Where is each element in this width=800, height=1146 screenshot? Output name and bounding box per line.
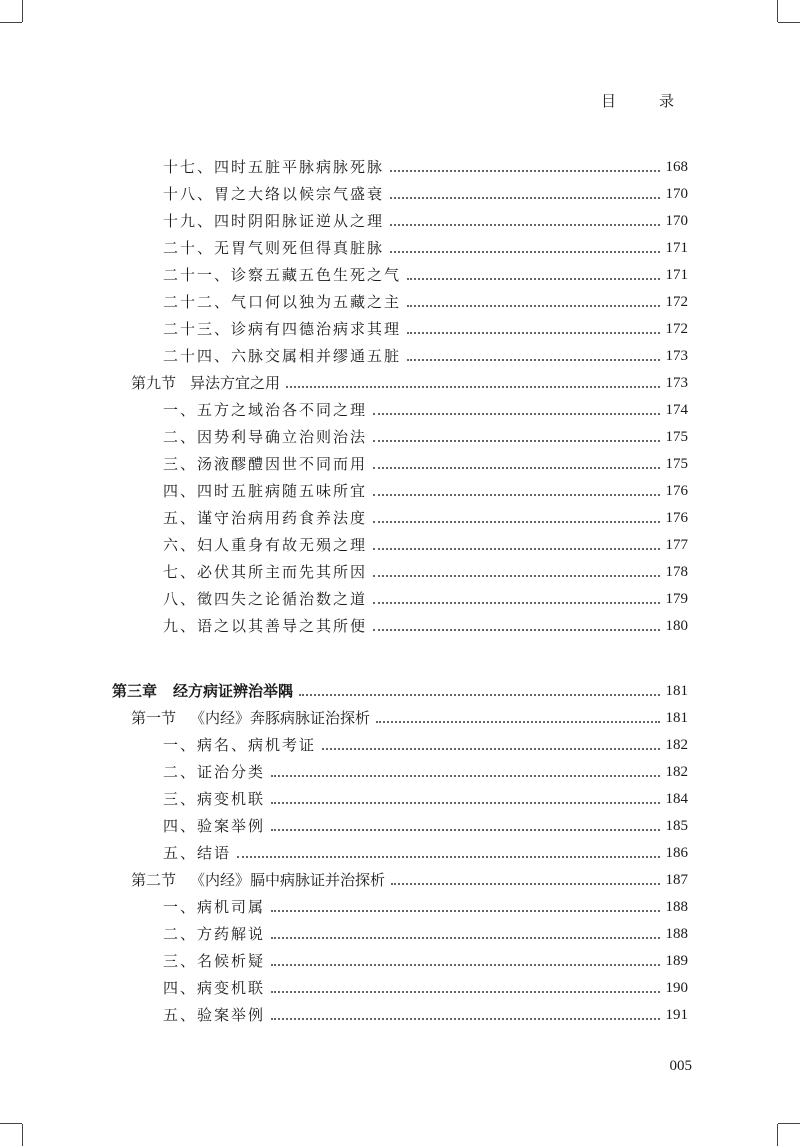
- toc-entry-text: 二十、无胃气则死但得真脏脉: [163, 239, 385, 257]
- toc-entry-item[interactable]: [163, 231, 688, 258]
- toc-entry-page: 172: [665, 294, 688, 310]
- toc-entry-page: 170: [665, 213, 688, 229]
- toc-entry-text: 二、方药解说: [163, 925, 266, 943]
- dot-leader: [390, 197, 659, 199]
- dot-leader: [391, 883, 659, 885]
- toc-entry-title: [163, 789, 265, 809]
- toc-entry-text: 一、病机司属: [163, 898, 266, 916]
- toc-entry-item[interactable]: [163, 420, 688, 447]
- dot-leader: [271, 1018, 659, 1020]
- toc-entry-title: [163, 508, 367, 528]
- dot-leader: [373, 413, 659, 415]
- toc-entry-title: [163, 589, 367, 609]
- dot-leader: [376, 721, 659, 723]
- toc-entry-text: 六、妇人重身有故无殒之理: [163, 536, 368, 554]
- toc-entry-item[interactable]: [163, 447, 688, 474]
- toc-entry-text: 二十三、诊病有四德治病求其理: [163, 320, 402, 338]
- dot-leader: [271, 802, 659, 804]
- toc-entry-item[interactable]: [163, 582, 688, 609]
- toc-entry-title: [163, 319, 401, 339]
- toc-entry-title: [163, 184, 384, 204]
- toc-entry-page: 189: [665, 953, 688, 969]
- toc-entry-item[interactable]: [163, 501, 688, 528]
- dot-leader: [390, 251, 659, 253]
- dot-leader: [373, 629, 659, 631]
- crop-mark-top-left: [22, 0, 23, 22]
- toc-entry-section[interactable]: [131, 366, 688, 393]
- toc-entry-text: 四、验案举例: [163, 817, 266, 835]
- toc-entry-title: [163, 843, 231, 863]
- toc-entry-text: 四、病变机联: [163, 979, 266, 997]
- toc-entry-page: 173: [665, 348, 688, 364]
- toc-entry-page: 171: [665, 267, 688, 283]
- toc-entry-item[interactable]: [163, 836, 688, 863]
- toc-entry-text: 二、因势利导确立治则治法: [163, 428, 368, 446]
- toc-entry-title: [163, 978, 265, 998]
- toc-entry-title: [163, 951, 265, 971]
- toc-entry-page: 176: [665, 510, 688, 526]
- toc-entry-page: 175: [665, 456, 688, 472]
- toc-entry-page: 171: [665, 240, 688, 256]
- toc-entry-page: 187: [665, 872, 688, 888]
- toc-entry-item[interactable]: [163, 728, 688, 755]
- dot-leader: [271, 775, 659, 777]
- dot-leader: [373, 602, 659, 604]
- toc-entry-page: 177: [665, 537, 688, 553]
- dot-leader: [390, 224, 659, 226]
- toc-entry-title: [163, 1005, 265, 1025]
- toc-entry-title: [163, 292, 401, 312]
- toc-entry-title: [163, 454, 367, 474]
- dot-leader: [390, 170, 659, 172]
- dot-leader: [286, 386, 659, 388]
- toc-entry-section[interactable]: [131, 701, 688, 728]
- toc-entry-title: [163, 211, 384, 231]
- toc-entry-item[interactable]: [163, 890, 688, 917]
- toc-entry-item[interactable]: [163, 285, 688, 312]
- toc-entry-text: 十八、胃之大络以候宗气盛衰: [163, 185, 385, 203]
- dot-leader: [407, 359, 659, 361]
- toc-entry-page: 179: [665, 591, 688, 607]
- toc-entry-page: 181: [665, 683, 688, 699]
- toc-entry-title: [163, 762, 265, 782]
- toc-entry-page: 182: [665, 737, 688, 753]
- dot-leader: [373, 467, 659, 469]
- dot-leader: [373, 494, 659, 496]
- toc-entry-title: [163, 400, 367, 420]
- toc-entry-text: 二十二、气口何以独为五藏之主: [163, 293, 402, 311]
- toc-entry-item[interactable]: [163, 339, 688, 366]
- toc-entry-text: 二十四、六脉交属相并缪通五脏: [163, 347, 402, 365]
- toc-entry-text: 五、结语: [163, 844, 232, 862]
- toc-entry-title: [163, 265, 401, 285]
- toc-entry-page: 188: [665, 899, 688, 915]
- toc-entry-page: 191: [665, 1007, 688, 1023]
- toc-entry-item[interactable]: [163, 258, 688, 285]
- toc-entry-text: 三、汤液醪醴因世不同而用: [163, 455, 368, 473]
- toc-entry-text: 一、五方之域治各不同之理: [163, 401, 368, 419]
- toc-entry-item[interactable]: [163, 755, 688, 782]
- toc-entry-item[interactable]: [163, 177, 688, 204]
- toc-entry-text: 三、病变机联: [163, 790, 266, 808]
- crop-mark-top-right-h: [778, 22, 800, 23]
- toc-entry-text: 三、名候析疑: [163, 952, 266, 970]
- toc-entry-item[interactable]: [163, 528, 688, 555]
- toc-entry-title: [112, 681, 293, 701]
- toc-entry-text: 《内经》奔豚病脉证治探析: [190, 709, 371, 727]
- toc-entry-page: 180: [665, 618, 688, 634]
- crop-mark-bottom-left-h: [0, 1123, 22, 1124]
- toc-entry-title: [163, 346, 401, 366]
- toc-entry-label: 第二节: [131, 871, 177, 889]
- dot-leader: [271, 829, 659, 831]
- toc-entry-text: 异法方宜之用: [190, 374, 281, 392]
- toc-entry-page: 186: [665, 845, 688, 861]
- toc-entry-title: [163, 238, 384, 258]
- toc-entry-text: 二十一、诊察五藏五色生死之气: [163, 266, 402, 284]
- toc-entry-text: 五、谨守治病用药食养法度: [163, 509, 368, 527]
- dot-leader: [373, 548, 659, 550]
- page-number: 005: [669, 1058, 692, 1074]
- toc-entry-page: 190: [665, 980, 688, 996]
- toc-entry-title: [163, 816, 265, 836]
- crop-mark-bottom-right: [777, 1124, 778, 1146]
- dot-leader: [237, 856, 659, 858]
- toc-entry-page: 173: [665, 375, 688, 391]
- toc-entry-item[interactable]: [163, 474, 688, 501]
- toc-entry-item[interactable]: [163, 998, 688, 1025]
- dot-leader: [373, 575, 659, 577]
- dot-leader: [407, 278, 659, 280]
- toc-entry-title: [163, 157, 384, 177]
- toc-entry-page: 181: [665, 710, 688, 726]
- toc-entry-chapter[interactable]: [112, 674, 688, 701]
- toc-entry-title: [163, 427, 367, 447]
- toc-entry-page: 172: [665, 321, 688, 337]
- toc-entry-label: 第三章: [112, 682, 158, 700]
- toc-entry-page: 184: [665, 791, 688, 807]
- toc-entry-text: 五、验案举例: [163, 1006, 266, 1024]
- dot-leader: [271, 991, 659, 993]
- toc-entry-item[interactable]: [163, 150, 688, 177]
- toc-entry-title: [131, 870, 385, 890]
- toc-entry-page: 175: [665, 429, 688, 445]
- dot-leader: [322, 748, 659, 750]
- toc-entry-text: 八、徵四失之论循治数之道: [163, 590, 368, 608]
- toc-entry-text: 九、语之以其善导之其所便: [163, 617, 368, 635]
- toc-entry-title: [163, 562, 367, 582]
- crop-mark-bottom-right-h: [778, 1123, 800, 1124]
- dot-leader: [271, 937, 659, 939]
- toc-entry-label: 第一节: [131, 709, 177, 727]
- toc-entry-page: 188: [665, 926, 688, 942]
- toc-entry-page: 170: [665, 186, 688, 202]
- toc-entry-item[interactable]: [163, 312, 688, 339]
- toc-entry-item[interactable]: [163, 393, 688, 420]
- toc-entry-item[interactable]: [163, 971, 688, 998]
- toc-entry-section[interactable]: [131, 863, 688, 890]
- toc-entry-item[interactable]: [163, 555, 688, 582]
- toc-entry-title: [163, 924, 265, 944]
- toc-entry-text: 十七、四时五脏平脉病脉死脉: [163, 158, 385, 176]
- toc-entry-label: 第九节: [131, 374, 177, 392]
- toc-entry-page: 168: [665, 159, 688, 175]
- toc-entry-item[interactable]: [163, 782, 688, 809]
- toc-entry-page: 182: [665, 764, 688, 780]
- toc-entry-item[interactable]: [163, 917, 688, 944]
- toc-entry-page: 176: [665, 483, 688, 499]
- toc-entry-text: 十九、四时阴阳脉证逆从之理: [163, 212, 385, 230]
- toc-entry-title: [163, 897, 265, 917]
- toc-entry-text: 一、病名、病机考证: [163, 736, 317, 754]
- toc-entry-text: 二、证治分类: [163, 763, 266, 781]
- toc-entry-item[interactable]: [163, 944, 688, 971]
- toc-entry-text: 四、四时五脏病随五味所宜: [163, 482, 368, 500]
- toc-entry-title: [163, 535, 367, 555]
- toc-entry-title: [163, 735, 316, 755]
- toc-entry-item[interactable]: [163, 809, 688, 836]
- toc-entry-page: 185: [665, 818, 688, 834]
- toc-entry-text: 经方病证辨治举隅: [173, 682, 294, 700]
- toc-entry-page: 178: [665, 564, 688, 580]
- dot-leader: [407, 305, 659, 307]
- toc-entry-item[interactable]: [163, 609, 688, 636]
- dot-leader: [373, 440, 659, 442]
- dot-leader: [299, 694, 659, 696]
- toc-entry-title: [163, 481, 367, 501]
- dot-leader: [271, 910, 659, 912]
- running-header: 目 录: [600, 92, 688, 110]
- toc-entry-page: 174: [665, 402, 688, 418]
- dot-leader: [271, 964, 659, 966]
- toc-entry-text: 《内经》膈中病脉证并治探析: [190, 871, 386, 889]
- crop-mark-bottom-left: [22, 1124, 23, 1146]
- toc-entry-text: 七、必伏其所主而先其所因: [163, 563, 368, 581]
- toc-entry-title: [131, 708, 370, 728]
- crop-mark-top-right: [777, 0, 778, 22]
- toc-entry-title: [131, 373, 280, 393]
- dot-leader: [407, 332, 659, 334]
- toc-entry-title: [163, 616, 367, 636]
- toc-entry-item[interactable]: [163, 204, 688, 231]
- dot-leader: [373, 521, 659, 523]
- crop-mark-top-left-h: [0, 22, 22, 23]
